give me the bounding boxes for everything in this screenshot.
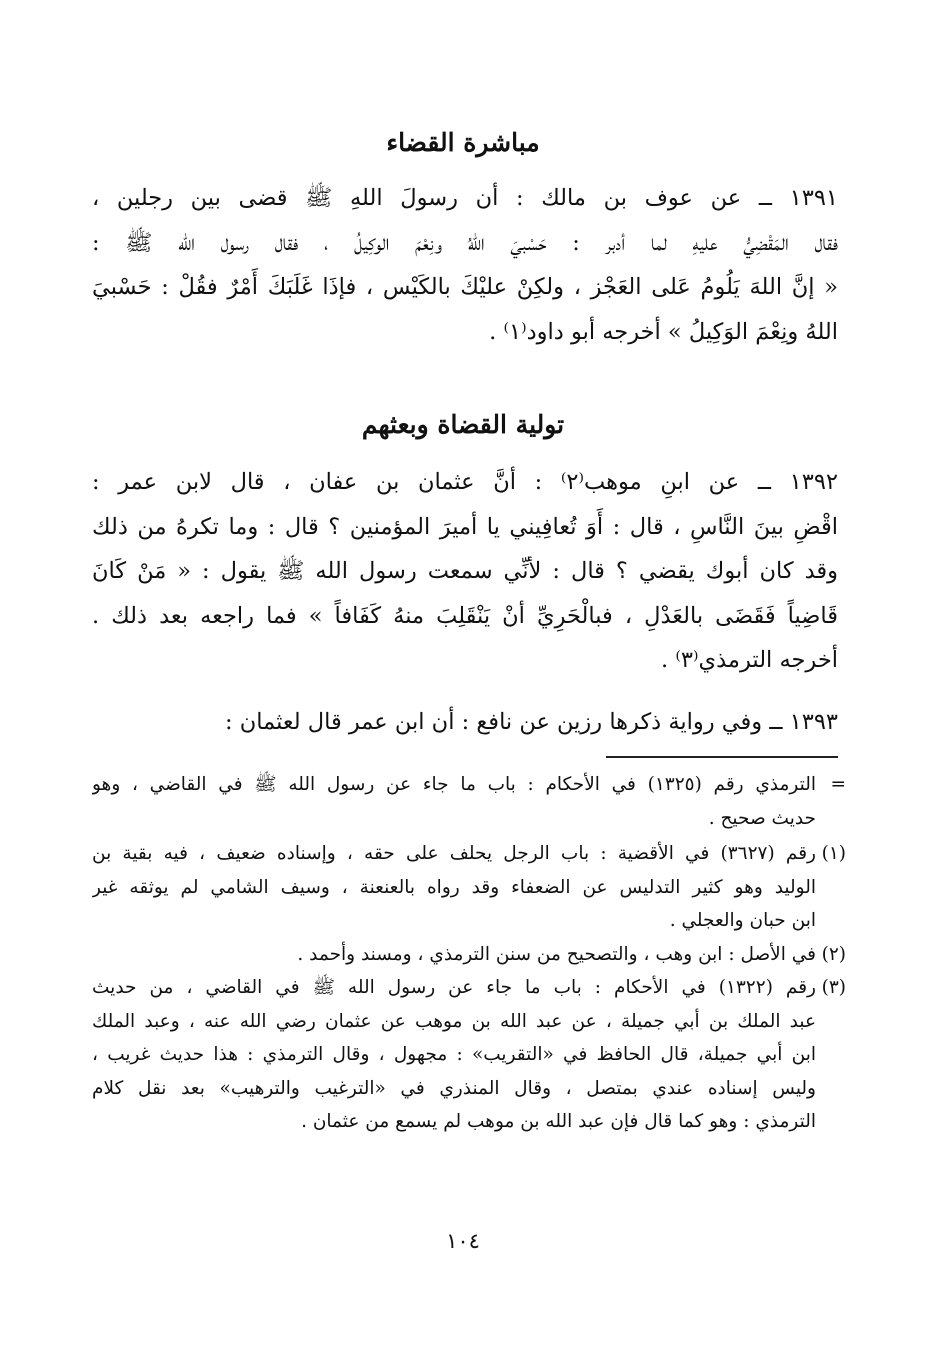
footnote-line: وليس إسناده عندي بمتصل ، وقال المنذري في «الترغيب والترهيب» بعد نقل كلام [92,1077,816,1099]
footnote-mark: (٣) [821,977,846,998]
footnote-line: الوليد وهو كثير التدليس عن الضعفاء وقد رواه بالعنعنة ، وسيف الشامي لم يوثقه غير [92,876,816,898]
footnote-line: في الأصل : ابن وهب ، والتصحيح من سنن الترمذي ، ومسند وأحمد . [297,943,816,965]
footnote-continuation [92,768,846,835]
text-line: ١٣٩٣ ــ وفي رواية ذكرها رزين عن نافع : أن ابن عمر قال لعثمان : [225,709,838,735]
footnote-line: الترمذي رقم (١٣٢٥) في الأحكام : باب ما جاء عن رسول الله ﷺ في القاضي ، وهو [92,774,816,795]
footnote-line: حديث صحيح . [708,807,816,829]
footnote-line: رقم (٣٦٢٧) في الأقضية : باب الرجل يحلف على حقه ، وإسناده ضعيف ، فيه بقية بن [92,843,816,864]
page-number: ١٠٤ [446,1229,480,1253]
footnote-mark: = [830,774,846,795]
footnotes [92,768,846,1139]
hadith-1393 [92,700,838,745]
text-line: أخرجه الترمذي⁽٣⁾ . [661,647,838,673]
footnote-1 [92,837,846,938]
footnote-line: ابن أبي جميلة، قال الحافظ في «التقريب» : مجهول ، وقال الترمذي : هذا حديث غريب ، [92,1044,816,1065]
footnote-3 [92,971,846,1139]
section-heading-appointing-judges: تولية القضاة وبعثهم [361,410,565,439]
text-line: ١٣٩٢ ــ عن ابنِ موهب⁽٢⁾ : أنَّ عثمان بن عفان ، قال لابن عمر : [92,469,838,495]
hadith-1392 [92,460,838,683]
hadith-1391 [92,176,838,354]
footnote-mark: (٢) [821,943,846,965]
text-line: اقْضِ بينَ النَّاسِ ، قال : أَوَ تُعافِيني يا أميرَ المؤمنين ؟ قال : وما تكرهُ من ذلك [92,513,838,540]
text-line: قَاضِياً فَقَضَى بالعَدْلِ ، فبالْحَرِيِّ أنْ يَنْقَلِبَ منهُ كَفَافاً » فما راجعه بعد ذلك . [92,602,838,629]
text-line: ١٣٩١ ــ عن عوف بن مالك : أن رسولَ اللهِ ﷺ قضى بين رجلين ، [92,185,838,211]
text-line: « إنَّ اللهَ يَلُومُ عَلى العَجْز ، ولكِنْ عليْكَ بالكَيْس ، فإذَا غَلَبَكَ أَمْرٌ فقُلْ : حَسْبيَ [92,274,838,300]
footnote-divider [606,756,838,758]
footnote-line: ابن حبان والعجلي . [669,910,816,931]
section-heading-judging: مباشرة القضاء [386,128,540,157]
text-line: اللهُ ونِعْمَ الوَكِيلُ » أخرجه أبو داود⁽١⁾ . [489,318,838,345]
footnote-line: الترمذي : وهو كما قال فإن عبد الله بن موهب لم يسمع من عثمان . [301,1111,816,1132]
text-line: وقد كان أبوك يقضي ؟ قال : لأنِّي سمعت رسول الله ﷺ يقول : « مَنْ كَانَ [92,558,838,584]
footnote-line: عبد الملك بن أبي جميلة ، عن عبد الله بن موهب عن عثمان رضي الله عنه ، وعبد الملك [92,1010,816,1032]
text-line: فقال المَقْضِيُّ عليهِ لما أدبر : حَسْبيَ اللهُ ونِعْمَ الوكِيلُ ، فقال رسول الله ﷺ : [92,229,838,256]
footnote-2 [92,938,846,972]
footnote-mark: (١) [821,843,846,864]
footnote-line: رقم (١٣٢٢) في الأحكام : باب ما جاء عن رسول الله ﷺ في القاضي ، من حديث [92,977,816,998]
